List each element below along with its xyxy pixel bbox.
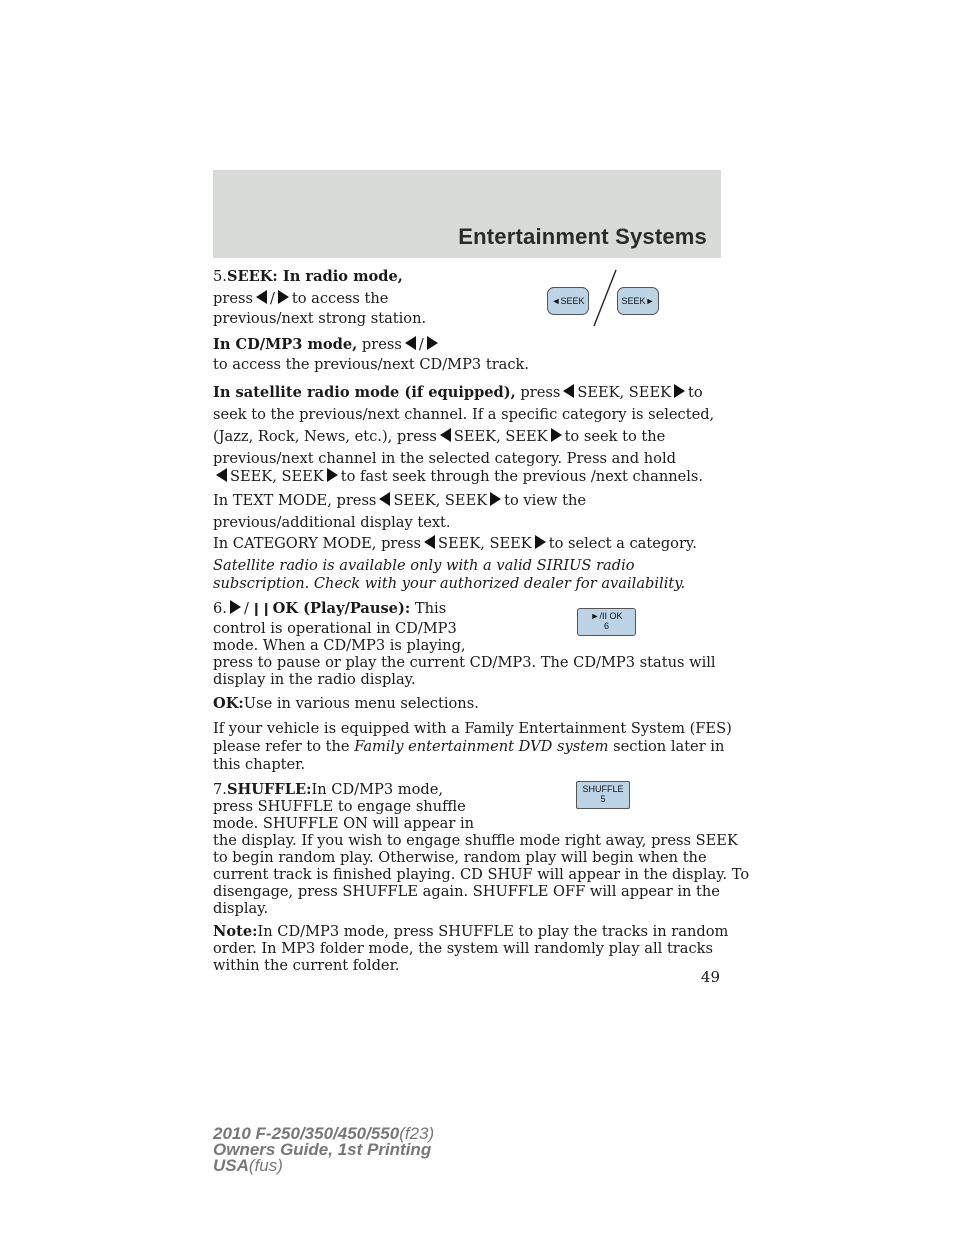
section-title: Entertainment Systems	[458, 224, 707, 249]
seek-left-icon	[440, 428, 451, 442]
shuffle-button-image: SHUFFLE 5	[576, 781, 630, 809]
note-line-1: Note:In CD/MP3 mode, press SHUFFLE to play the tracks in random	[213, 923, 729, 940]
seek-right-icon	[551, 428, 562, 442]
seek-right-icon	[427, 336, 438, 350]
sat-line-2: seek to the previous/next channel. If a specific category is selected,	[213, 406, 715, 423]
sat-line-4: previous/next channel in the selected category. Press and hold	[213, 450, 676, 467]
fes-line-3: this chapter.	[213, 756, 306, 773]
seek-right-icon	[674, 384, 685, 398]
item-6-line-2: control is operational in CD/MP3	[213, 620, 457, 637]
seek-left-icon	[424, 535, 435, 549]
item-7-line-3: mode. SHUFFLE ON will appear in	[213, 815, 475, 832]
seek-right-icon	[278, 290, 289, 304]
play-pause-button-image: ►/II OK 6	[577, 608, 636, 636]
item-heading: SEEK: In radio mode,	[226, 268, 403, 285]
item-7-line-6: current track is finished playing. CD SHUF will appear in the display. To	[213, 866, 750, 883]
item-6-line-5: display in the radio display.	[213, 671, 416, 688]
fes-line-1: If your vehicle is equipped with a Family Entertainment System (FES)	[213, 720, 732, 737]
item-7-line-8: display.	[213, 900, 269, 917]
sat-line-5: SEEK, SEEK to fast seek through the previous /next channels.	[213, 468, 721, 486]
note-line-2: order. In MP3 folder mode, the system will randomly play all tracks	[213, 940, 713, 957]
item-7-line-2: press SHUFFLE to engage shuffle	[213, 798, 466, 815]
item-5-line-3: previous/next strong station.	[213, 310, 427, 327]
item-number: 7.	[213, 781, 227, 798]
item-heading: SHUFFLE:	[226, 781, 312, 798]
divider-slash-graphic	[590, 268, 620, 330]
item-number: 6.	[213, 600, 227, 617]
item-7-line-5: to begin random play. Otherwise, random play will begin when the	[213, 849, 707, 866]
page-number: 49	[700, 968, 720, 986]
fes-line-2: please refer to the Family entertainment DVD system section later in	[213, 738, 725, 755]
note-line-3: within the current folder.	[213, 957, 400, 974]
seek-right-icon	[535, 535, 546, 549]
seek-left-button-image: ◄SEEK	[547, 287, 589, 315]
item-6-line-1: 6. / ❙❙ OK (Play/Pause): This	[213, 600, 447, 617]
section-header-band	[213, 170, 721, 258]
item-5-line-1	[213, 268, 721, 286]
text-mode-line-2: previous/additional display text.	[213, 514, 451, 531]
ok-line: OK:Use in various menu selections.	[213, 695, 479, 712]
item-7-line-4: the display. If you wish to engage shuffle mode right away, press SEEK	[213, 832, 738, 849]
document-footer: 2010 F-250/350/450/550(f23) Owners Guide, 1st Printing USA(fus)	[213, 1124, 435, 1175]
category-mode-line: In CATEGORY MODE, press SEEK, SEEK to select a category.	[213, 535, 697, 552]
satellite-note-line-2: subscription. Check with your authorized dealer for availability.	[213, 575, 686, 592]
seek-left-icon	[256, 290, 267, 304]
sat-line-3: (Jazz, Rock, News, etc.), press SEEK, SEEK to seek to the	[213, 428, 666, 445]
item-number: 5.	[213, 268, 227, 285]
seek-left-icon	[405, 336, 416, 350]
item-6-line-3: mode. When a CD/MP3 is playing,	[213, 637, 466, 654]
satellite-note-line-1: Satellite radio is available only with a valid SIRIUS radio	[213, 557, 635, 574]
item-6-line-4: press to pause or play the current CD/MP3. The CD/MP3 status will	[213, 654, 716, 671]
cd-mode-line-1: In CD/MP3 mode, press /	[213, 336, 721, 354]
item-5-line-2: press / to access the	[213, 290, 389, 307]
seek-right-icon	[327, 468, 338, 482]
pause-icon: ❙❙	[250, 602, 271, 617]
seek-left-icon	[379, 492, 390, 506]
item-7-line-1: 7.SHUFFLE:In CD/MP3 mode,	[213, 781, 444, 798]
play-icon	[230, 600, 241, 614]
sat-line-1: In satellite radio mode (if equipped), press SEEK, SEEK to	[213, 384, 703, 401]
cd-mode-line-2: to access the previous/next CD/MP3 track.	[213, 356, 530, 373]
text-mode-line-1: In TEXT MODE, press SEEK, SEEK to view the	[213, 492, 587, 509]
item-7-line-7: disengage, press SHUFFLE again. SHUFFLE OFF will appear in the	[213, 883, 720, 900]
item-heading: OK (Play/Pause):	[272, 600, 411, 617]
seek-left-icon	[563, 384, 574, 398]
seek-left-icon	[216, 468, 227, 482]
seek-right-button-image: SEEK►	[617, 287, 659, 315]
seek-right-icon	[490, 492, 501, 506]
